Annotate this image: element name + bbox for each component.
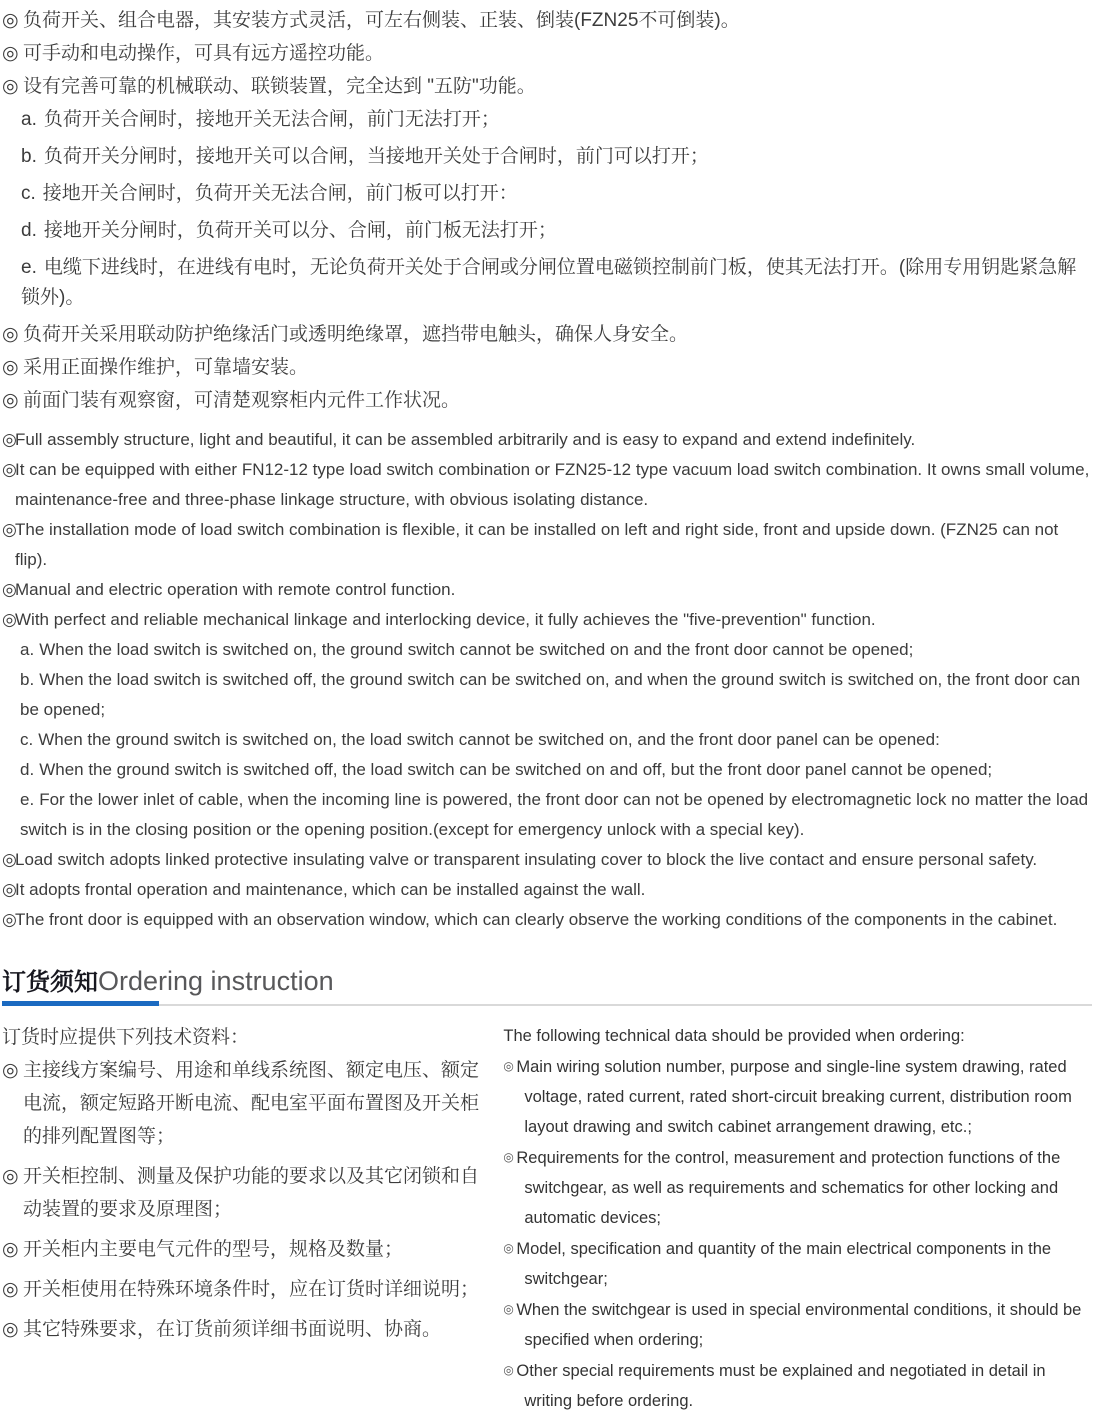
ordering-item-text: 其它特殊要求，在订货前须详细书面说明、协商。 — [23, 1319, 442, 1340]
bullet-icon: ◎ — [2, 850, 17, 869]
feature-item — [2, 353, 1092, 383]
feature-item — [2, 905, 1092, 935]
bullet-icon: ◎ — [503, 1150, 514, 1164]
bullet-icon: ◎ — [503, 1241, 514, 1255]
list-letter: a. — [20, 640, 35, 659]
rule-gray-line — [2, 1004, 1092, 1006]
feature-item — [2, 72, 1092, 102]
bullet-icon: ◎ — [2, 43, 19, 64]
feature-item — [2, 605, 1092, 635]
list-letter: c. — [20, 730, 34, 749]
feature-text: 负荷开关、组合电器，其安装方式灵活，可左右侧装、正装、倒装(FZN25不可倒装)。 — [23, 10, 740, 31]
feature-text: 设有完善可靠的机械联动、联锁装置，完全达到 "五防"功能。 — [23, 76, 536, 97]
feature-text: Load switch adopts linked protective insulating valve or transparent insulating cover to block the live contact and ensure personal safety. — [15, 850, 1038, 869]
ordering-column-cn — [2, 1021, 495, 1353]
rule-blue-accent — [2, 1001, 159, 1006]
feature-text: When the ground switch is switched on, the load switch cannot be switched on, and the front door panel can be opened: — [38, 730, 940, 749]
bullet-icon: ◎ — [2, 10, 19, 31]
feature-text: 负荷开关分闸时，接地开关可以合闸，当接地开关处于合闸时，前门可以打开； — [43, 146, 709, 167]
feature-subitem — [20, 725, 1092, 755]
list-letter: d. — [20, 760, 35, 779]
list-letter: b. — [20, 670, 35, 689]
feature-text: When the load switch is switched off, the ground switch can be switched on, and when the ground switch is switched on, the front door can be opened; — [20, 670, 1081, 719]
section-title-en: Ordering instruction — [98, 966, 334, 996]
feature-subitem — [20, 785, 1092, 845]
ordering-item-text: Requirements for the control, measurement and protection functions of the switchgear, as well as requirements and schematics for other locking and automatic devices; — [516, 1149, 1061, 1227]
bullet-icon: ◎ — [503, 1302, 514, 1316]
bullet-icon: ◎ — [2, 390, 19, 411]
ordering-column-en — [503, 1021, 1092, 1416]
feature-text: For the lower inlet of cable, when the incoming line is powered, the front door can not be opened by electromagnetic lock no matter the load switch is in the closing position or the opening position.(except for emergency unlock with a special key). — [20, 790, 1089, 839]
feature-text: The front door is equipped with an observation window, which can clearly observe the working conditions of the components in the cabinet. — [15, 910, 1058, 929]
feature-text: With perfect and reliable mechanical linkage and interlocking device, it fully achieves the "five-prevention" function. — [15, 610, 876, 629]
feature-text: 电缆下进线时，在进线有电时，无论负荷开关处于合闸或分闸位置电磁锁控制前门板，使其无法打开。(除用专用钥匙紧急解锁外)。 — [21, 257, 1077, 308]
feature-item — [2, 515, 1092, 575]
bullet-icon: ◎ — [2, 520, 17, 539]
bullet-icon: ◎ — [503, 1059, 514, 1073]
ordering-item — [2, 1160, 495, 1226]
feature-subitem — [20, 665, 1092, 725]
bullet-icon: ◎ — [2, 580, 17, 599]
ordering-intro-en: The following technical data should be provided when ordering: — [503, 1027, 965, 1045]
bullet-icon: ◎ — [2, 357, 19, 378]
feature-text: 负荷开关采用联动防护绝缘活门或透明绝缘罩，遮挡带电触头，确保人身安全。 — [23, 324, 689, 345]
feature-item — [2, 386, 1092, 416]
feature-text: 前面门装有观察窗，可清楚观察柜内元件工作状况。 — [23, 390, 461, 411]
feature-item — [2, 875, 1092, 905]
list-letter: c. — [21, 183, 36, 204]
ordering-item-text: 开关柜控制、测量及保护功能的要求以及其它闭锁和自动装置的要求及原理图； — [23, 1166, 480, 1220]
bullet-icon: ◎ — [2, 460, 17, 479]
feature-text: 采用正面操作维护，可靠墙安装。 — [23, 357, 309, 378]
ordering-item — [503, 1051, 1092, 1142]
list-letter: e. — [20, 790, 35, 809]
feature-text: 可手动和电动操作，可具有远方遥控功能。 — [23, 43, 385, 64]
list-letter: d. — [21, 220, 37, 241]
feature-list-en — [2, 425, 1092, 935]
bullet-icon: ◎ — [2, 910, 17, 929]
feature-subitem — [21, 179, 1092, 209]
ordering-item-text: 开关柜内主要电气元件的型号，规格及数量； — [23, 1239, 404, 1260]
bullet-icon: ◎ — [2, 610, 17, 629]
feature-item — [2, 845, 1092, 875]
section-heading — [2, 962, 1092, 997]
bullet-icon: ◎ — [2, 1319, 19, 1340]
ordering-item — [2, 1233, 495, 1266]
feature-subitem — [21, 253, 1092, 313]
ordering-item-text: 主接线方案编号、用途和单线系统图、额定电压、额定电流，额定短路开断电流、配电室平面布置图及开关柜的排列配置图等； — [23, 1060, 480, 1147]
feature-subitem — [21, 142, 1092, 172]
ordering-columns — [2, 1021, 1092, 1416]
feature-text: The installation mode of load switch combination is flexible, it can be installed on left and right side, front and upside down. (FZN25 can not flip). — [15, 520, 1059, 569]
feature-list-cn — [2, 6, 1092, 416]
ordering-item — [2, 1054, 495, 1153]
ordering-item-text: Other special requirements must be explained and negotiated in detail in writing before ordering. — [516, 1362, 1046, 1410]
ordering-item-text: When the switchgear is used in special environmental conditions, it should be specified when ordering; — [516, 1301, 1082, 1349]
list-letter: a. — [21, 109, 37, 130]
feature-text: 接地开关分闸时，负荷开关可以分、合闸，前门板无法打开； — [43, 220, 557, 241]
section-title-cn: 订货须知 — [2, 969, 98, 996]
ordering-item — [2, 1313, 495, 1346]
feature-text: Manual and electric operation with remote control function. — [15, 580, 456, 599]
feature-subitem — [21, 105, 1092, 135]
feature-text: It can be equipped with either FN12-12 type load switch combination or FZN25-12 type vacuum load switch combination. It owns small volume, maintenance-free and three-phase linkage structure, with obvious isolating distance. — [15, 460, 1090, 509]
feature-item — [2, 575, 1092, 605]
feature-item — [2, 425, 1092, 455]
feature-subitem — [21, 216, 1092, 246]
ordering-item — [503, 1142, 1092, 1233]
feature-text: 负荷开关合闸时，接地开关无法合闸，前门无法打开； — [43, 109, 500, 130]
list-letter: e. — [21, 257, 37, 278]
ordering-item-text: Model, specification and quantity of the main electrical components in the switchgear; — [516, 1240, 1052, 1288]
ordering-item-text: 开关柜使用在特殊环境条件时，应在订货时详细说明； — [23, 1279, 480, 1300]
bullet-icon: ◎ — [2, 1279, 19, 1300]
feature-item — [2, 6, 1092, 36]
list-letter: b. — [21, 146, 37, 167]
bullet-icon: ◎ — [2, 880, 17, 899]
bullet-icon: ◎ — [2, 430, 17, 449]
bullet-icon: ◎ — [2, 324, 19, 345]
heading-rule — [2, 1001, 1092, 1006]
feature-text: When the load switch is switched on, the ground switch cannot be switched on and the front door cannot be opened; — [39, 640, 914, 659]
ordering-item — [503, 1355, 1092, 1416]
bullet-icon: ◎ — [2, 1166, 19, 1187]
ordering-item-text: Main wiring solution number, purpose and single-line system drawing, rated voltage, rated current, rated short-circuit breaking current, distribution room layout drawing and switch cabinet arrangement drawing, etc.; — [516, 1058, 1072, 1136]
bullet-icon: ◎ — [2, 1239, 19, 1260]
feature-subitem — [20, 755, 1092, 785]
bullet-icon: ◎ — [503, 1363, 514, 1377]
feature-subitem — [20, 635, 1092, 665]
bullet-icon: ◎ — [2, 1060, 19, 1081]
ordering-item — [2, 1273, 495, 1306]
feature-text: It adopts frontal operation and maintenance, which can be installed against the wall. — [15, 880, 646, 899]
feature-item — [2, 320, 1092, 350]
feature-item — [2, 39, 1092, 69]
ordering-intro-cn: 订货时应提供下列技术资料： — [2, 1027, 250, 1048]
feature-text: 接地开关合闸时，负荷开关无法合闸，前门板可以打开： — [42, 183, 518, 204]
feature-text: Full assembly structure, light and beautiful, it can be assembled arbitrarily and is easy to expand and extend indefinitely. — [15, 430, 916, 449]
feature-text: When the ground switch is switched off, the load switch can be switched on and off, but the front door panel cannot be opened; — [39, 760, 993, 779]
feature-item — [2, 455, 1092, 515]
bullet-icon: ◎ — [2, 76, 19, 97]
ordering-item — [503, 1233, 1092, 1294]
